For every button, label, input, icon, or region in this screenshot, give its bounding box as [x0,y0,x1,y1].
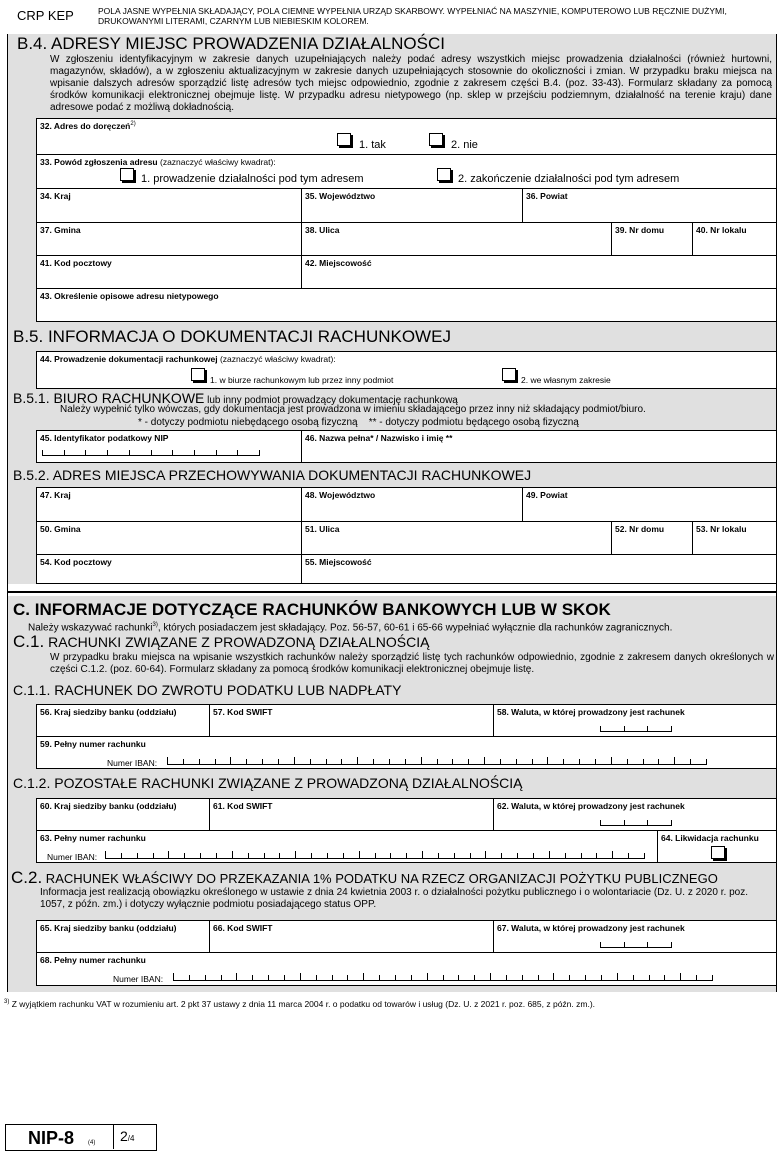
field-52-label: 52. Nr domu [615,524,665,534]
field-32-footnote-mark: 2) [130,121,136,128]
field-36[interactable] [522,188,777,223]
field-63[interactable] [36,830,658,863]
field-68-label: 68. Pełny numer rachunku [40,955,146,965]
field-65-label: 65. Kraj siedziby banku (oddziału) [40,923,177,933]
field-34-label: 34. Kraj [40,191,71,201]
field-51[interactable] [301,521,612,555]
field-61[interactable] [209,798,494,831]
section-b4-description: W zgłoszeniu identyfikacyjnym w zakresie danych uzupełniających należy podać adresy wszystkich miejsc prowadzenia działalności (również hurtowni, magazynów, składów), a w zgłoszeniu aktualizacyjnym w zakresie danych uzupełniających stosownie do okoliczności i zmian. W przypadku braku miejsca na wpisanie dalszych adresów sporządzić listę adresów tych miejsc odpowiednio, zgodnie z zakresem części B.4. (poz. 33-43). Formularz składany za pomocą środków komunikacji elektronicznej obejmuje listę. W przypadku adresu nietypowego (np. sklep w przejściu podziemnym, działalność na terenie kraju) dane adresowe podać z możliwą dokładnością. [50,54,772,113]
field-60-label: 60. Kraj siedziby banku (oddziału) [40,801,177,811]
section-c-desc-b: , których posiadaczem jest składający. Poz. 56-57, 60-61 i 65-66 wypełniać wyłącznie dla rachunków zagranicznych. [157,622,673,634]
iban-digit-boxes [173,974,713,981]
iban-label: Numer IBAN: [47,852,98,862]
section-c2-title-rest: RACHUNEK WŁAŚCIWY DO PRZEKAZANIA 1% PODATKU NA RZECZ ORGANIZACJI POŻYTKU PUBLICZNEGO [42,871,718,886]
currency-boxes [600,941,672,948]
field-32-yes-checkbox[interactable] [337,133,351,146]
section-divider [8,591,776,593]
field-35[interactable] [301,188,523,223]
field-48[interactable] [301,487,523,522]
field-64-checkbox[interactable] [711,846,725,859]
currency-boxes [600,819,672,826]
field-50-label: 50. Gmina [40,524,81,534]
field-41-label: 41. Kod pocztowy [40,258,112,268]
form-page [7,34,777,992]
section-b5 [8,322,776,584]
section-b4-title: B.4. ADRESY MIEJSC PROWADZENIA DZIAŁALNOŚCI [17,34,445,53]
section-c1-title: C.1. [13,632,45,651]
field-32 [36,118,777,155]
field-44-opt1-label: 1. w biurze rachunkowym lub przez inny podmiot [210,375,394,385]
field-55[interactable] [301,554,777,584]
field-45[interactable] [36,430,302,463]
field-41[interactable] [36,255,302,289]
section-c-footnote-mark: 3) [152,622,158,628]
field-39[interactable] [611,222,693,256]
footnote [4,999,595,1009]
field-48-label: 48. Województwo [305,490,376,500]
form-name: NIP-8 [28,1128,75,1148]
field-33 [36,154,777,189]
field-64 [657,830,777,863]
field-33-label: 33. Powód zgłoszenia adresu [40,157,158,167]
field-62[interactable] [493,798,777,831]
iban-label: Numer IBAN: [107,758,158,768]
field-42-label: 42. Miejscowość [305,258,372,268]
field-42[interactable] [301,255,777,289]
field-43[interactable] [36,288,777,322]
field-47[interactable] [36,487,302,522]
footnote-text: Z wyjątkiem rachunku VAT w rozumieniu art. 2 pkt 37 ustawy z dnia 11 marca 2004 r. o podatku od towarów i usług (Dz. U. z 2021 r. poz. 685, z późn. zm.). [9,999,596,1009]
field-33-opt1-label: 1. prowadzenie działalności pod tym adresem [141,173,364,185]
form-code: CRP KEP [17,8,74,23]
field-44-label: 44. Prowadzenie dokumentacji rachunkowej [40,354,218,364]
field-64-label: 64. Likwidacja rachunku [661,833,759,843]
field-47-label: 47. Kraj [40,490,71,500]
currency-boxes [600,725,672,732]
field-53[interactable] [692,521,777,555]
field-35-label: 35. Województwo [305,191,376,201]
field-68[interactable] [36,952,777,986]
field-51-label: 51. Ulica [305,524,340,534]
section-c1-description: W przypadku braku miejsca na wpisanie wszystkich rachunków należy sporządzić listę tych rachunków odpowiednio, zgodnie z zakresem danych określonych w części C.1.2. (poz. 60-64). Formularz składany za pomocą środków komunikacji elektronicznej obejmuje listę. [50,652,774,675]
section-b51-title-rest: lub inny podmiot prowadzący dokumentację rachunkową [204,395,458,406]
section-b52-title: B.5.2. ADRES MIEJSCA PRZECHOWYWANIA DOKUMENTACJI RACHUNKOWEJ [13,467,532,483]
section-c [8,596,776,992]
section-c-title: C. INFORMACJE DOTYCZĄCE RACHUNKÓW BANKOWYCH LUB W SKOK [13,600,611,619]
field-39-label: 39. Nr domu [615,225,665,235]
field-37[interactable] [36,222,302,256]
section-b51-notes: * - dotyczy podmiotu niebędącego osobą fizyczną ** - dotyczy podmiotu będącego osobą fizyczną [138,417,579,428]
field-54-label: 54. Kod pocztowy [40,557,112,567]
field-36-label: 36. Powiat [526,191,568,201]
field-49[interactable] [522,487,777,522]
section-b51-title: B.5.1. BIURO RACHUNKOWE [13,390,205,406]
field-40[interactable] [692,222,777,256]
field-33-opt1-checkbox[interactable] [120,168,134,181]
field-43-label: 43. Określenie opisowe adresu nietypowego [40,291,219,301]
section-b51-description: Należy wypełnić tylko wówczas, gdy dokumentacja jest prowadzona w imieniu składającego przez inny niż składający podmiot/biuro. [60,404,646,415]
form-id-box [5,1124,157,1151]
field-66-label: 66. Kod SWIFT [213,923,273,933]
field-32-label: 32. Adres do doręczeń [40,121,131,131]
field-33-hint: (zaznaczyć właściwy kwadrat): [157,157,276,167]
field-50[interactable] [36,521,302,555]
field-32-yes-label: 1. tak [359,139,386,151]
iban-digit-boxes [167,758,707,765]
field-56[interactable] [36,704,210,737]
field-46-label: 46. Nazwa pełna* / Nazwisko i imię ** [305,433,453,443]
field-37-label: 37. Gmina [40,225,81,235]
field-65[interactable] [36,920,210,953]
field-32-no-checkbox[interactable] [429,133,443,146]
field-44-opt1-checkbox[interactable] [191,368,205,381]
field-46[interactable] [301,430,777,463]
field-58-label: 58. Waluta, w której prowadzony jest rachunek [497,707,685,717]
field-61-label: 61. Kod SWIFT [213,801,273,811]
field-59-label: 59. Pełny numer rachunku [40,739,146,749]
field-53-label: 53. Nr lokalu [696,524,747,534]
field-57[interactable] [209,704,494,737]
section-c11-title: C.1.1. RACHUNEK DO ZWROTU PODATKU LUB NADPŁATY [13,682,402,698]
footnote-mark: 3) [4,999,10,1006]
fill-instruction: POLA JASNE WYPEŁNIA SKŁADAJĄCY, POLA CIEMNE WYPEŁNIA URZĄD SKARBOWY. WYPEŁNIAĆ NA MASZYNIE, KOMPUTEROWO LUB RĘCZNIE DUŻYMI, DRUKOWANYMI LITERAMI, CZARNYM LUB NIEBIESKIM KOLOREM. [98,6,727,26]
section-b4 [8,34,776,322]
field-44-opt2-label: 2. we własnym zakresie [521,375,611,385]
field-49-label: 49. Powiat [526,490,568,500]
iban-digit-boxes [105,852,645,859]
field-59[interactable] [36,736,777,769]
field-67-label: 67. Waluta, w której prowadzony jest rachunek [497,923,685,933]
field-66[interactable] [209,920,494,953]
field-57-label: 57. Kod SWIFT [213,707,273,717]
field-63-label: 63. Pełny numer rachunku [40,833,146,843]
field-32-no-label: 2. nie [451,139,478,151]
section-b5-title: B.5. INFORMACJA O DOKUMENTACJI RACHUNKOWEJ [13,327,451,346]
field-52[interactable] [611,521,693,555]
field-34[interactable] [36,188,302,223]
field-38-label: 38. Ulica [305,225,340,235]
section-c-desc-a: Należy wskazywać rachunki [28,622,153,634]
section-c2-title: C.2. [11,868,43,887]
field-38[interactable] [301,222,612,256]
section-c2-description: Informacja jest realizacją obowiązku określonego w ustawie z dnia 24 kwietnia 2003 r. o działalności pożytku publicznego i o wolontariacie (Dz. U. z 2020 r. poz. 1057, z późn. zm.) i dotyczy wyłącznie podmiotu posiadającego status OPP. [40,887,748,910]
field-54[interactable] [36,554,302,584]
field-44 [36,351,777,389]
field-56-label: 56. Kraj siedziby banku (oddziału) [40,707,177,717]
field-55-label: 55. Miejscowość [305,557,372,567]
field-60[interactable] [36,798,210,831]
section-c12-title: C.1.2. POZOSTAŁE RACHUNKI ZWIĄZANE Z PROWADZONĄ DZIAŁALNOŚCIĄ [13,775,523,791]
nip-digit-boxes [42,449,260,456]
field-44-hint: (zaznaczyć właściwy kwadrat): [217,354,336,364]
section-c1-title-rest: RACHUNKI ZWIĄZANE Z PROWADZONĄ DZIAŁALNOŚCIĄ [44,634,430,650]
field-40-label: 40. Nr lokalu [696,225,747,235]
field-67[interactable] [493,920,777,953]
page-total: /4 [127,1134,135,1143]
field-45-label: 45. Identyfikator podatkowy NIP [40,433,169,443]
iban-label: Numer IBAN: [113,974,164,984]
form-version: (4) [88,1140,96,1146]
field-33-opt2-checkbox[interactable] [437,168,451,181]
page-number: 2 [120,1128,128,1144]
field-62-label: 62. Waluta, w której prowadzony jest rachunek [497,801,685,811]
field-58[interactable] [493,704,777,737]
field-44-opt2-checkbox[interactable] [502,368,516,381]
field-33-opt2-label: 2. zakończenie działalności pod tym adresem [458,173,680,185]
